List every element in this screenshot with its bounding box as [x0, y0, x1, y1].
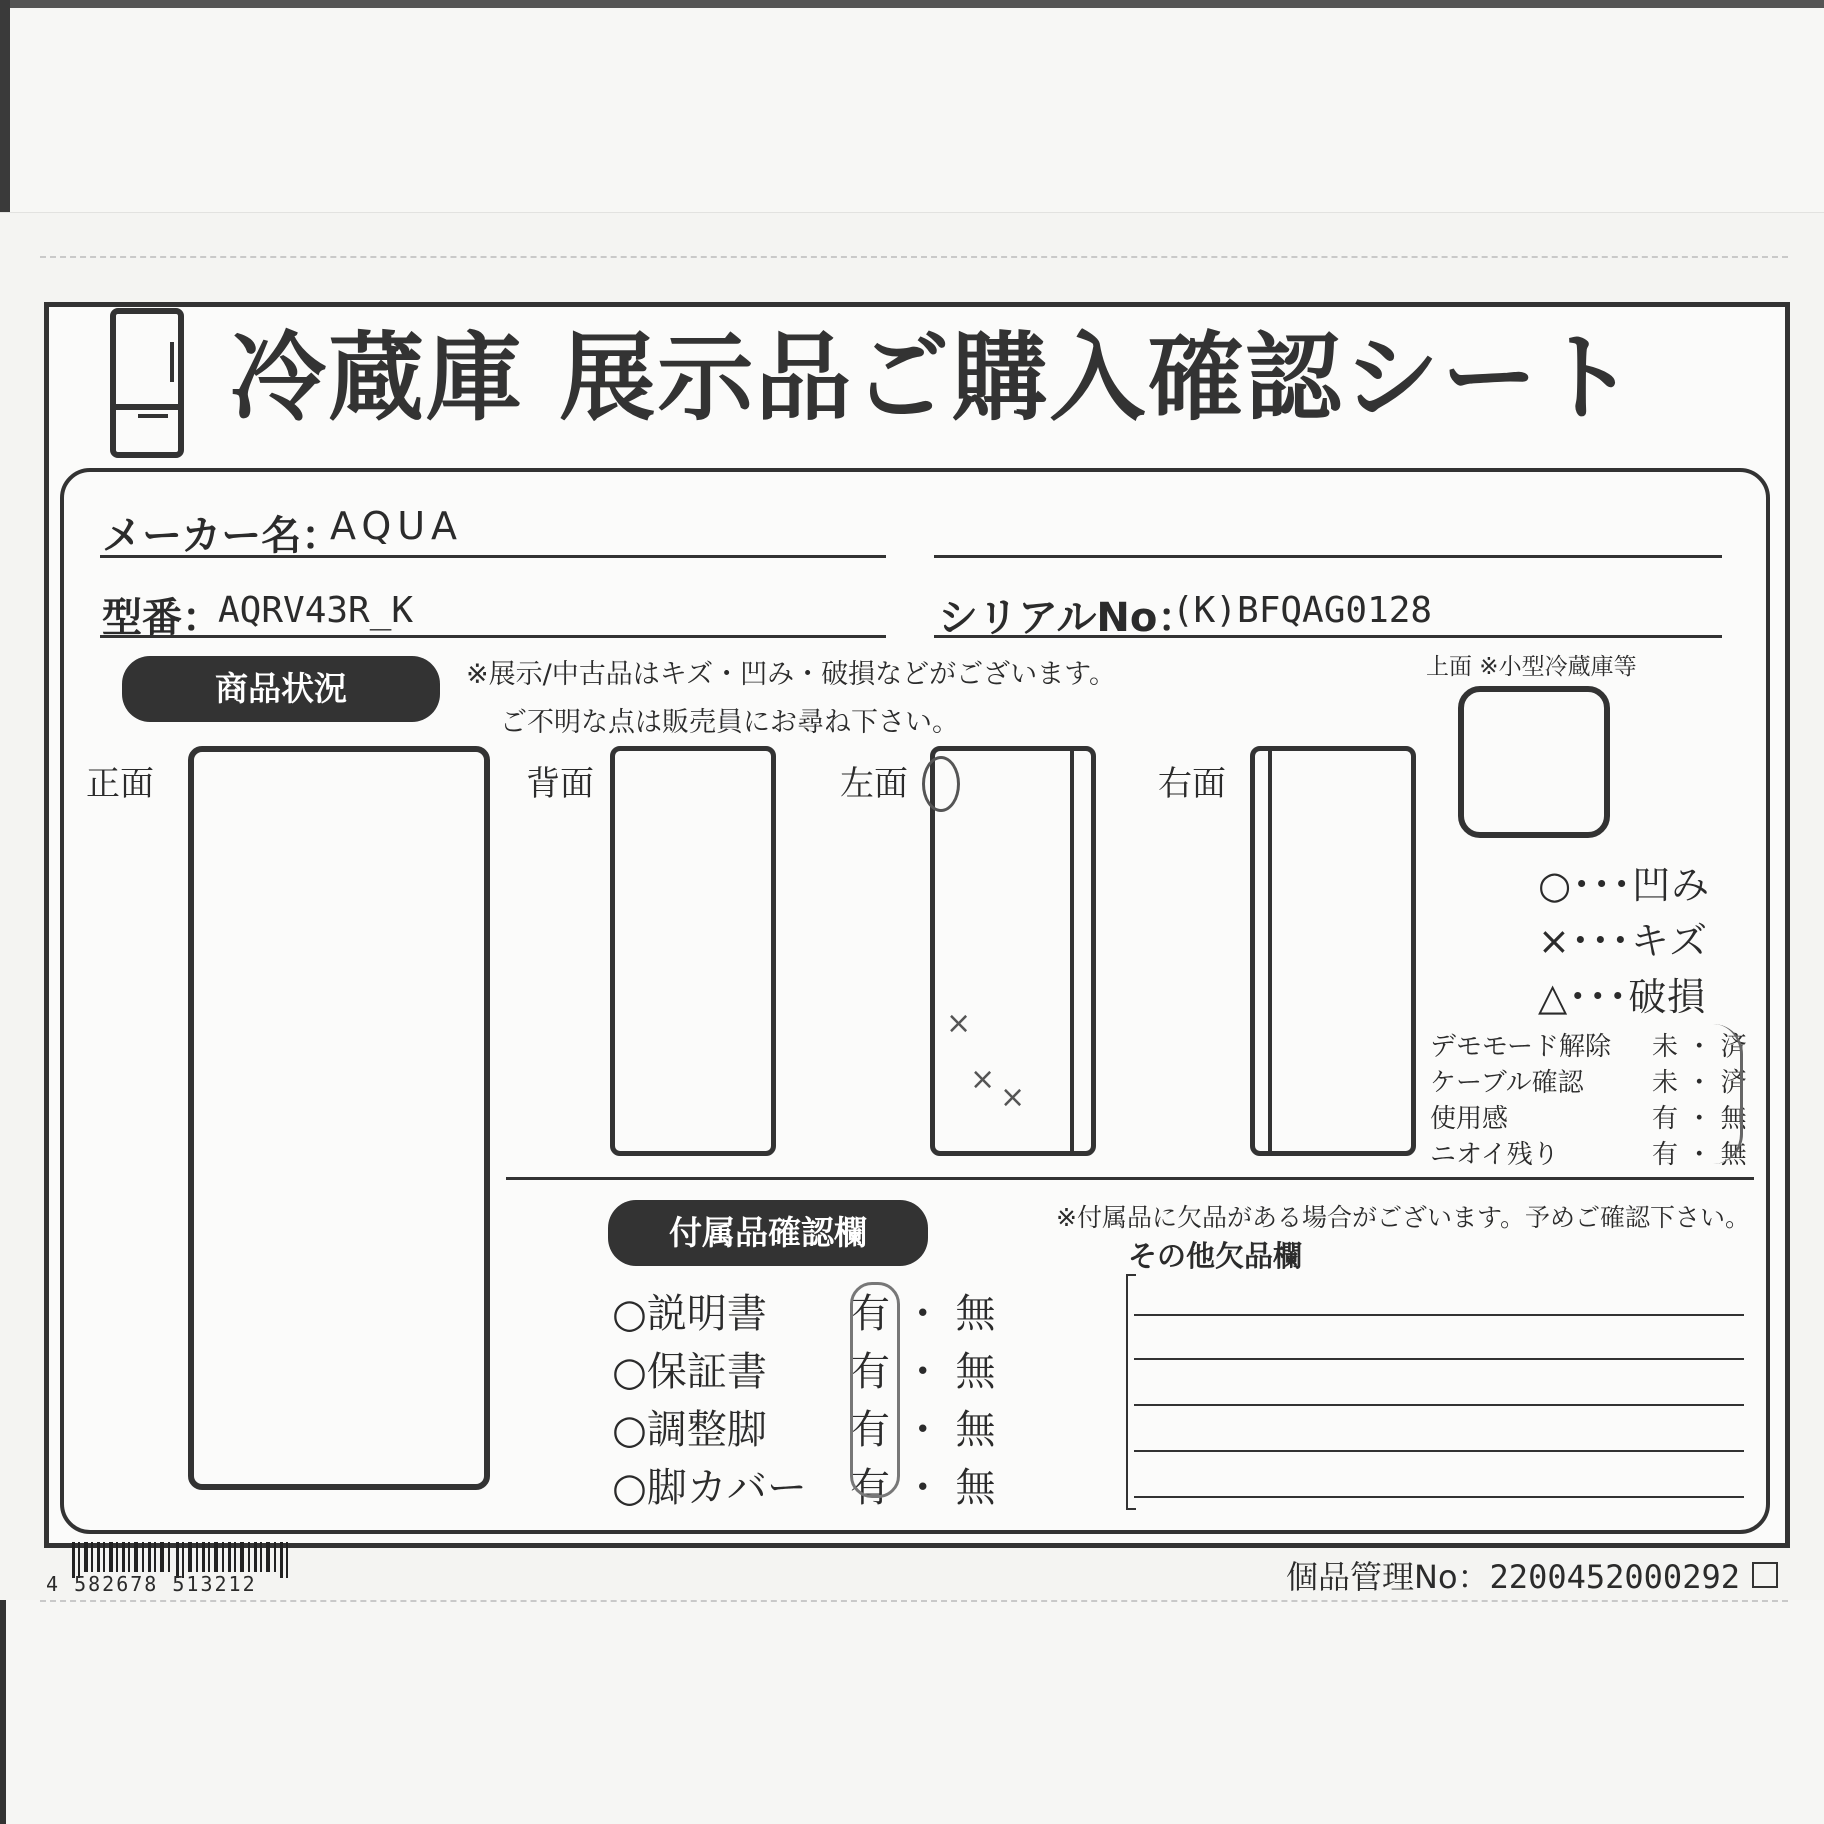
- accessory-adjuster-label: ○調整脚: [612, 1407, 767, 1453]
- legend-damage-text: ･･･破損: [1568, 975, 1707, 1019]
- condition-note-line1: ※展示/中古品はキズ・凹み・破損などがございます。: [466, 659, 1117, 690]
- scan-background-bottom: [0, 1600, 1824, 1824]
- right-panel[interactable]: [1250, 746, 1416, 1156]
- option-yes[interactable]: 有: [1652, 1104, 1679, 1134]
- maker-label: メーカー名：: [102, 513, 342, 559]
- option-no[interactable]: 未: [1652, 1068, 1679, 1098]
- check-demo-mode-label: デモモード解除: [1430, 1032, 1611, 1062]
- legend-scratch-symbol: ×: [1538, 919, 1571, 963]
- section-divider: [506, 1177, 1754, 1180]
- scan-edge-top: [0, 0, 1824, 8]
- check-usage-label: 使用感: [1430, 1104, 1509, 1134]
- legend-scratch-text: ･･･キズ: [1570, 919, 1709, 963]
- front-label: 正面: [86, 764, 154, 804]
- other-missing-line-5[interactable]: [1134, 1496, 1744, 1498]
- separator: ・: [902, 1407, 943, 1453]
- serial-label: シリアルNo：: [938, 595, 1198, 641]
- right-panel-door-edge: [1268, 750, 1272, 1152]
- separator: ・: [902, 1465, 943, 1511]
- top-panel[interactable]: [1458, 686, 1610, 838]
- separator: ・: [1686, 1140, 1713, 1170]
- scan-background-top: [0, 0, 1824, 213]
- legend-dent-text: ･･･凹み: [1572, 863, 1711, 907]
- handwritten-yes-circles: [850, 1282, 900, 1498]
- refrigerator-icon-handle-bottom: [138, 414, 168, 418]
- option-none[interactable]: 無: [955, 1407, 996, 1453]
- option-done[interactable]: 済: [1720, 1068, 1747, 1098]
- other-missing-line-1[interactable]: [1134, 1314, 1744, 1316]
- accessories-note: ※付属品に欠品がある場合がございます。予めご確認下さい。: [1056, 1203, 1750, 1232]
- model-label: 型番：: [102, 595, 222, 641]
- separator: ・: [902, 1349, 943, 1395]
- front-panel[interactable]: [188, 746, 490, 1490]
- scan-edge-left: [0, 0, 10, 212]
- left-label: 左面: [840, 764, 908, 804]
- management-checkbox[interactable]: [1752, 1562, 1778, 1588]
- scratch-mark-1: ×: [946, 1006, 972, 1041]
- legend-scratch: [1538, 910, 1708, 965]
- option-yes[interactable]: 有: [850, 1465, 890, 1511]
- maker-value[interactable]: AQUA: [330, 504, 464, 548]
- accessory-leg-cover-label: ○脚カバー: [612, 1465, 807, 1511]
- accessory-manual-label: ○説明書: [612, 1291, 767, 1337]
- left-panel-door-edge: [1070, 750, 1074, 1152]
- option-none[interactable]: 無: [955, 1349, 996, 1395]
- option-yes[interactable]: 有: [1652, 1140, 1679, 1170]
- legend-damage: [1538, 966, 1706, 1021]
- other-missing-line-2[interactable]: [1134, 1358, 1744, 1360]
- dent-mark-circle: [922, 756, 960, 812]
- management-value: 2200452000292: [1489, 1558, 1740, 1596]
- accessory-warranty-label: ○保証書: [612, 1349, 767, 1395]
- barcode-number: 4 582678 513212: [46, 1572, 257, 1596]
- extra-field-underline: [934, 555, 1722, 558]
- separator: ・: [1686, 1032, 1713, 1062]
- legend-dent-symbol: ○: [1538, 863, 1573, 907]
- separator: ・: [902, 1291, 943, 1337]
- handwritten-selection-marks: [1700, 1024, 1743, 1164]
- option-none[interactable]: 無: [1720, 1104, 1747, 1134]
- perforation-top: [40, 256, 1788, 258]
- check-odor-label: ニオイ残り: [1430, 1140, 1559, 1170]
- check-cable-label: ケーブル確認: [1430, 1068, 1584, 1098]
- other-missing-line-4[interactable]: [1134, 1450, 1744, 1452]
- scan-edge-left-bottom: [0, 1600, 6, 1824]
- option-none[interactable]: 無: [955, 1291, 996, 1337]
- management-label: 個品管理No：: [1286, 1558, 1490, 1596]
- scratch-mark-2: ×: [970, 1062, 996, 1097]
- model-underline: [100, 635, 886, 638]
- option-yes[interactable]: 有: [850, 1349, 890, 1395]
- refrigerator-icon-handle-top: [170, 342, 174, 382]
- back-panel[interactable]: [610, 746, 776, 1156]
- option-yes[interactable]: 有: [850, 1407, 890, 1453]
- refrigerator-icon-divider: [116, 404, 178, 410]
- other-missing-bracket: [1126, 1274, 1136, 1510]
- separator: ・: [1686, 1104, 1713, 1134]
- management-number: [1286, 1552, 1740, 1598]
- top-view-label: 上面 ※小型冷蔵庫等: [1426, 654, 1637, 680]
- separator: ・: [1686, 1068, 1713, 1098]
- other-missing-line-3[interactable]: [1134, 1404, 1744, 1406]
- option-done[interactable]: 済: [1720, 1032, 1747, 1062]
- legend-dent: [1538, 854, 1710, 909]
- refrigerator-icon: [110, 308, 184, 458]
- scratch-mark-3: ×: [1000, 1080, 1026, 1115]
- model-value[interactable]: AQRV43R_K: [218, 590, 414, 631]
- other-missing-label: その他欠品欄: [1128, 1239, 1303, 1273]
- option-yes[interactable]: 有: [850, 1291, 890, 1337]
- perforation-bottom: [40, 1600, 1788, 1602]
- serial-underline: [934, 635, 1722, 638]
- serial-value[interactable]: (K)BFQAG0128: [1172, 590, 1433, 631]
- condition-note-line2: ご不明な点は販売員にお尋ね下さい。: [500, 707, 959, 738]
- right-label: 右面: [1158, 764, 1226, 804]
- option-no[interactable]: 未: [1652, 1032, 1679, 1062]
- back-label: 背面: [526, 764, 594, 804]
- accessories-badge: 付属品確認欄: [608, 1200, 928, 1266]
- option-none[interactable]: 無: [1720, 1140, 1747, 1170]
- option-none[interactable]: 無: [955, 1465, 996, 1511]
- legend-damage-symbol: △: [1538, 975, 1569, 1019]
- form-title: 冷蔵庫 展示品ご購入確認シート: [230, 322, 1638, 434]
- condition-badge: 商品状況: [122, 656, 440, 722]
- maker-underline: [100, 555, 886, 558]
